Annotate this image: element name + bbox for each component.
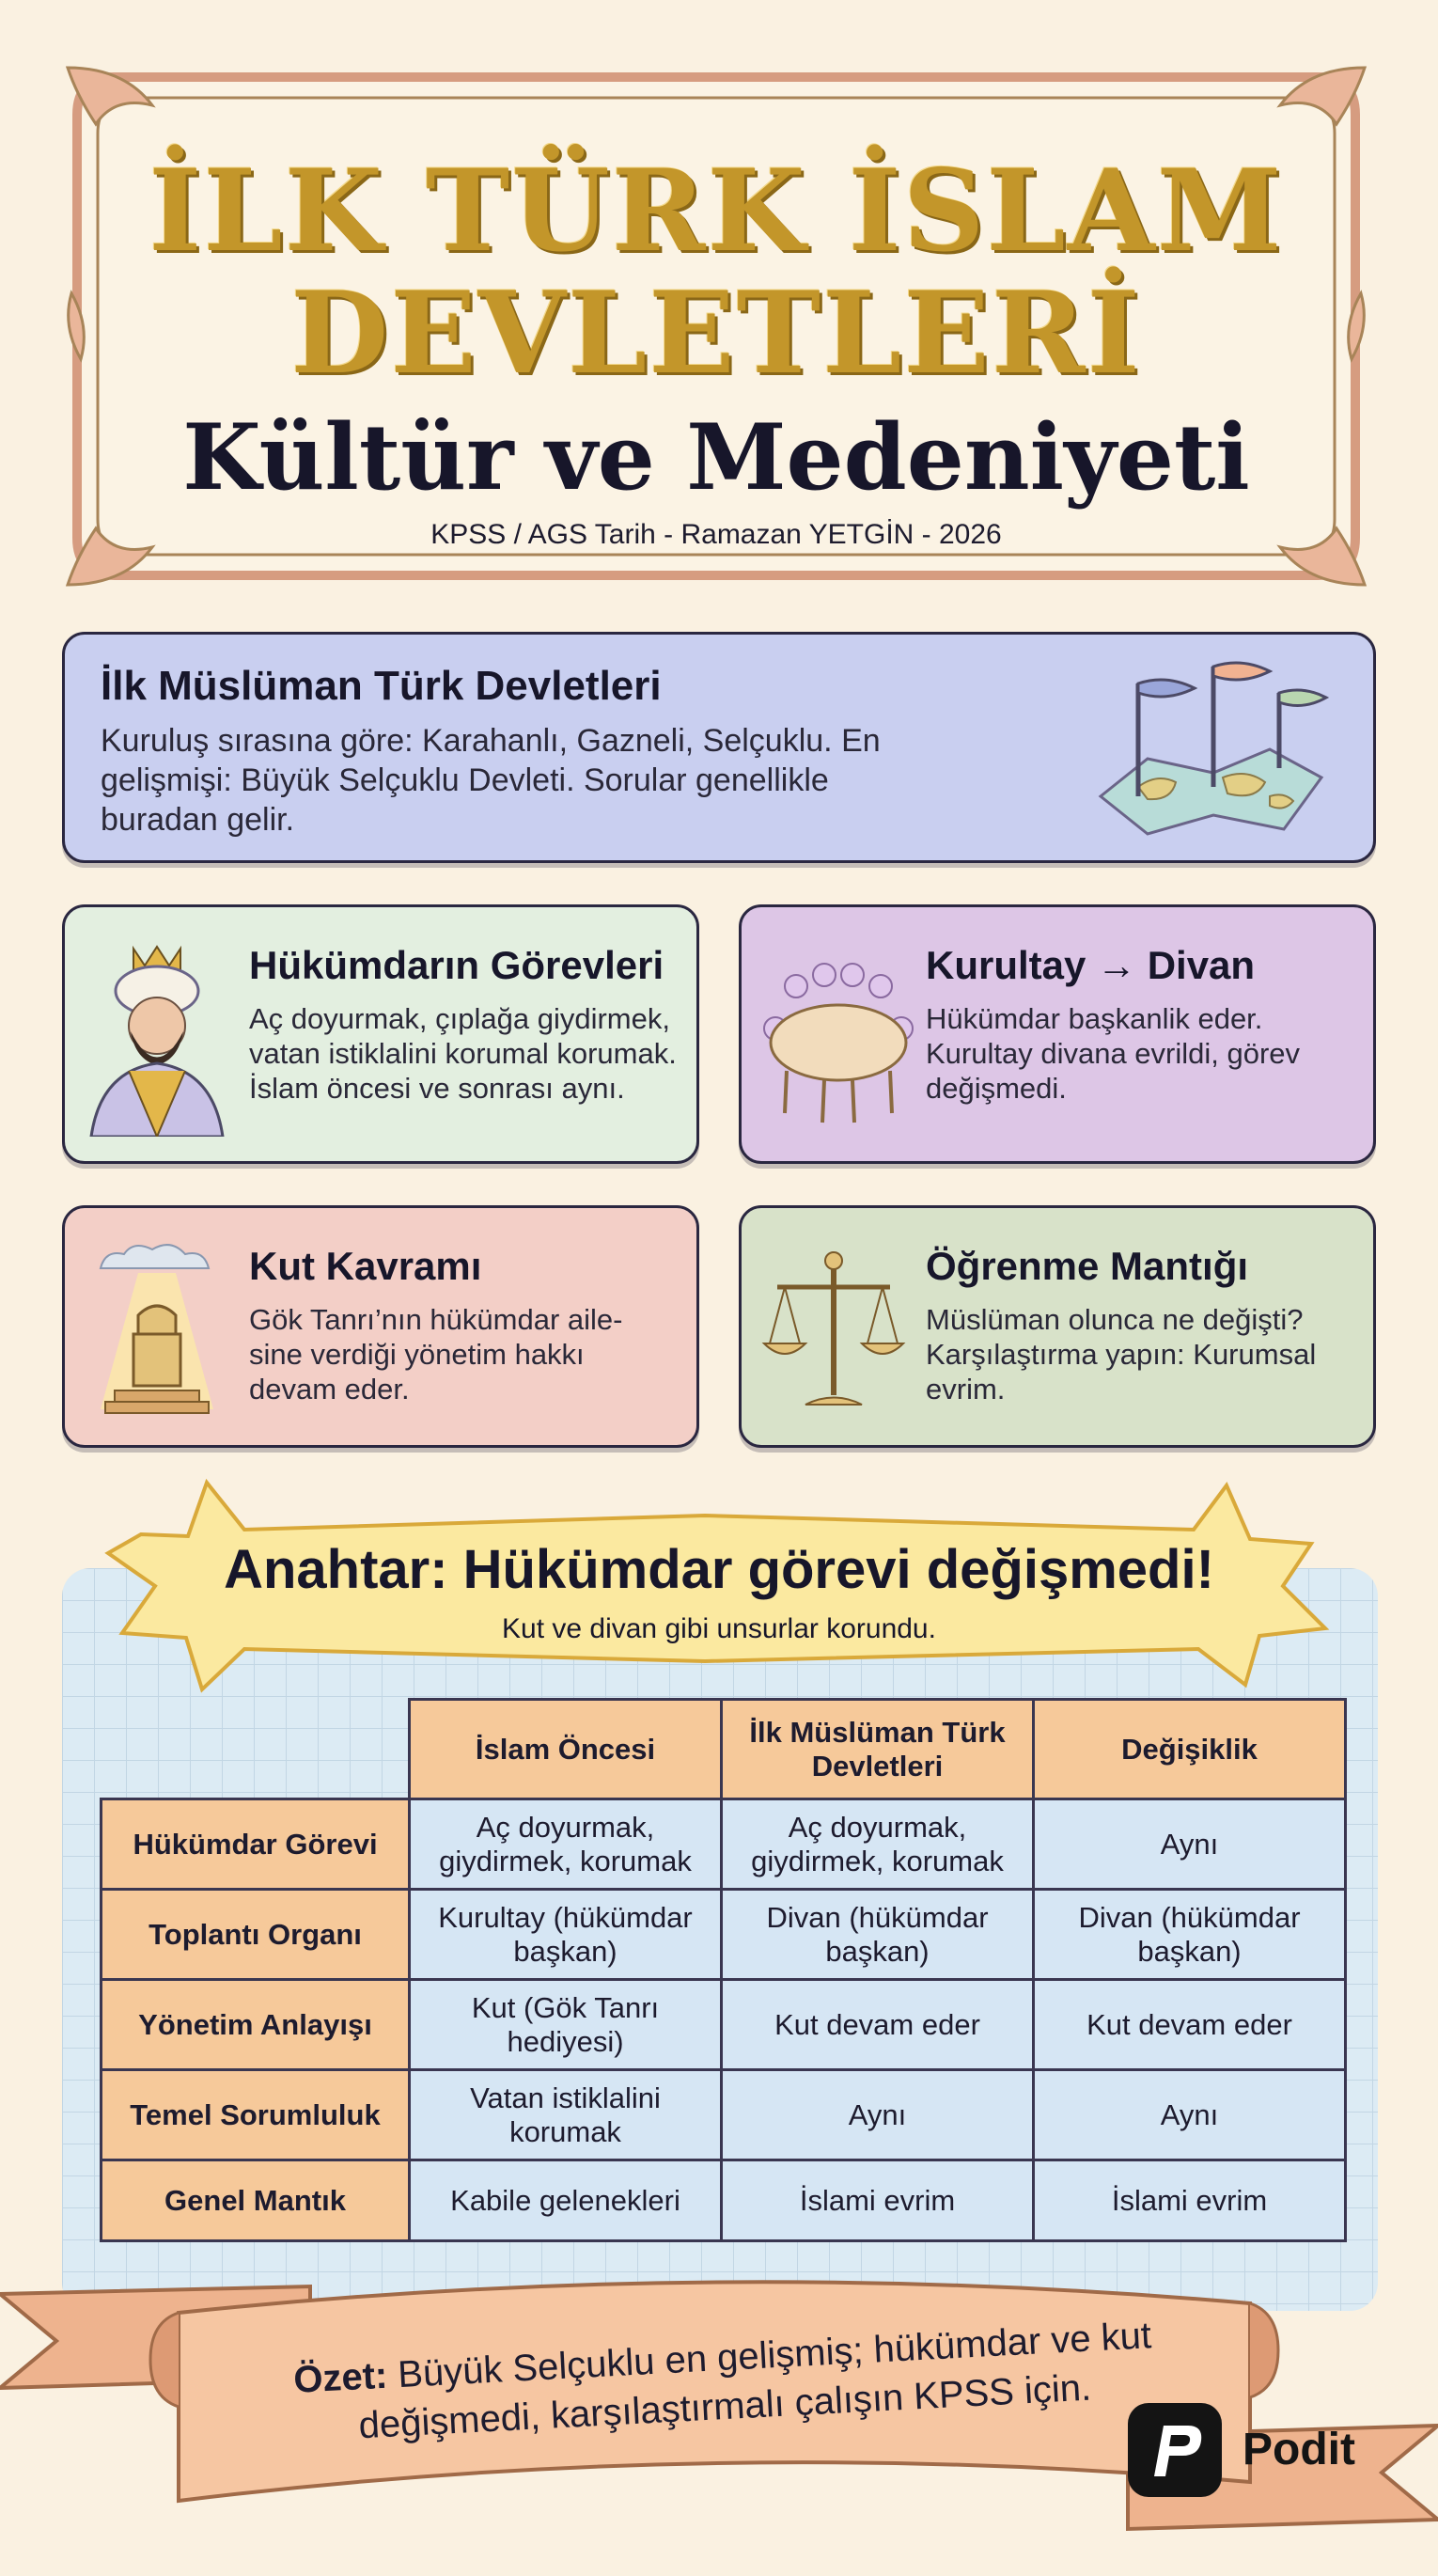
table-cell: Divan (hükümdar başkan)	[1034, 1890, 1346, 1980]
table-row	[102, 1890, 1346, 1980]
table-header: İslam Öncesi	[410, 1700, 722, 1799]
card-text: Kuruluş sırasına göre: Karahanlı, Gazneli, Selçuklu. En gelişmişi: Büyük Selçuklu Devleti. Sorular genellikle buradan gelir.	[101, 723, 881, 838]
header-frame	[58, 58, 1374, 594]
main-title-line3: Kültür ve Medeniyeti	[182, 404, 1250, 510]
table-cell: Aynı	[1034, 1799, 1346, 1890]
card-kurultay-divan	[739, 904, 1376, 1164]
card-text-line: Gök Tanrı’nın hükümdar aile-	[249, 1303, 623, 1336]
round-table-icon	[758, 939, 918, 1127]
card-kut	[62, 1205, 699, 1448]
table-cell: İslami evrim	[722, 2160, 1034, 2241]
card-text-line: sine verdiği yönetim hakkı	[249, 1338, 585, 1371]
table-cell: Vatan istiklalini korumak	[410, 2070, 722, 2160]
table-cell: Kabile gelenekleri	[410, 2160, 722, 2241]
table-cell: Aynı	[1034, 2070, 1346, 2160]
table-header: Değişiklik	[1034, 1700, 1346, 1799]
card-text: Müslüman olunca ne değişti? Karşılaştırma yapın: Kurumsal evrim.	[926, 1303, 1317, 1406]
sultan-icon	[82, 939, 232, 1137]
brand-name: Podit	[1243, 2425, 1355, 2474]
map-flags-icon	[1082, 655, 1336, 843]
row-header: Yönetim Anlayışı	[102, 1980, 410, 2070]
table-cell: Kut devam eder	[1034, 1980, 1346, 2070]
table-cell: Aç doyurmak, giydirmek, korumak	[410, 1799, 722, 1890]
table-cell: Kut (Gök Tanrı hediyesi)	[410, 1980, 722, 2070]
table-cell: İslami evrim	[1034, 2160, 1346, 2241]
summary-body: Büyük Selçuklu en gelişmiş; hükümdar ve kut değişmedi, karşılaştırmalı çalışın KPSS için.	[357, 2315, 1153, 2447]
table-cell: Kurultay (hükümdar başkan)	[410, 1890, 722, 1980]
table-header-row	[102, 1700, 1346, 1799]
card-learning	[739, 1205, 1376, 1448]
table-row	[102, 2160, 1346, 2241]
podit-logo-icon	[1128, 2403, 1222, 2497]
table-row	[102, 2070, 1346, 2160]
key-subtitle: Kut ve divan gibi unsurlar korundu.	[502, 1613, 936, 1644]
comparison-table	[100, 1698, 1347, 2242]
table-row	[102, 1799, 1346, 1890]
summary-label: Özet:	[292, 2354, 389, 2401]
key-title: Anahtar: Hükümdar görevi değişmedi!	[224, 1539, 1214, 1600]
card-text	[249, 1302, 681, 1406]
scales-icon	[758, 1240, 909, 1419]
table-cell: Divan (hükümdar başkan)	[722, 1890, 1034, 1980]
table-cell: Aç doyurmak, giydirmek, korumak	[722, 1799, 1034, 1890]
row-header: Genel Mantık	[102, 2160, 410, 2241]
card-text-line: devam eder.	[249, 1373, 410, 1406]
card-text: Hükümdar başkanlik eder. Kurultay divana evrildi, görev değişmedi.	[926, 1002, 1301, 1105]
card-title: Öğrenme Mantığı	[926, 1244, 1249, 1288]
card-muslim-states	[62, 632, 1376, 863]
card-title: İlk Müslüman Türk Devletleri	[101, 663, 662, 709]
header-subtitle: KPSS / AGS Tarih - Ramazan YETGİN - 2026	[430, 519, 1002, 550]
row-header: Hükümdar Görevi	[102, 1799, 410, 1890]
card-title: Hükümdarın Görevleri	[249, 943, 664, 987]
card-title: Kurultay → Divan	[926, 943, 1256, 987]
card-title: Kut Kavramı	[249, 1244, 482, 1288]
table-cell: Aynı	[722, 2070, 1034, 2160]
main-title-line1: İLK TÜRK İSLAM	[148, 145, 1284, 277]
card-text: Aç doyurmak, çıplağa giydirmek, vatan istiklalini korumal korumak. İslam öncesi ve sonrası aynı.	[249, 1002, 677, 1105]
table-cell: Kut devam eder	[722, 1980, 1034, 2070]
main-title-line2: DEVLETLERİ	[290, 267, 1142, 400]
row-header: Toplantı Organı	[102, 1890, 410, 1980]
table-corner	[102, 1700, 410, 1799]
table-row	[102, 1980, 1346, 2070]
row-header: Temel Sorumluluk	[102, 2070, 410, 2160]
card-ruler-duties	[62, 904, 699, 1164]
throne-light-icon	[82, 1240, 232, 1428]
table-header: İlk Müslüman Türk Devletleri	[722, 1700, 1034, 1799]
podit-logo-glyph	[1128, 2403, 1222, 2497]
